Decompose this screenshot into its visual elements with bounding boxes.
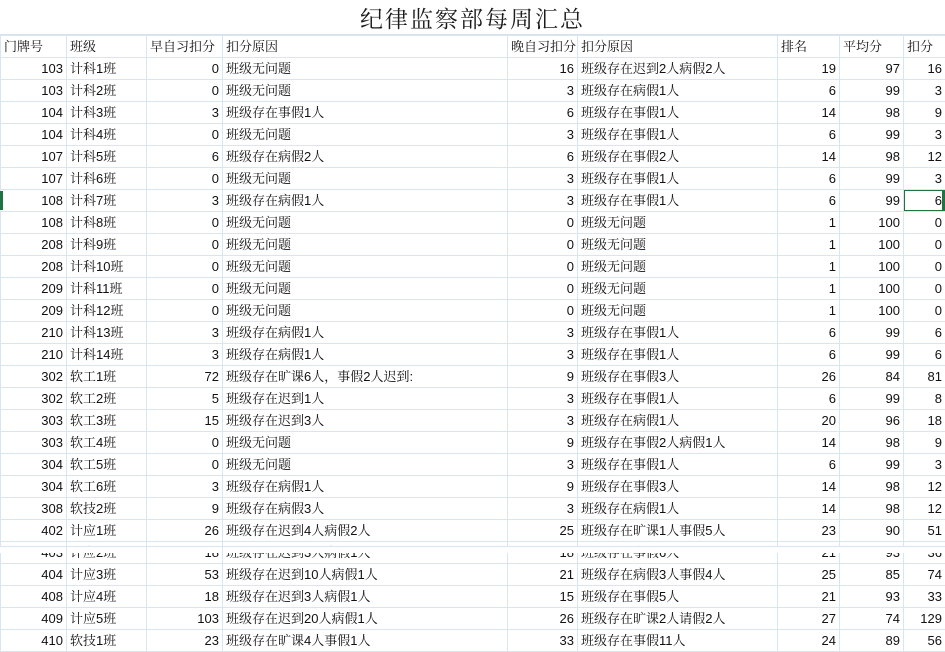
cell-evening-reason[interactable]: 班级存在事假1人 [578, 190, 778, 212]
cell-morning-reason[interactable]: 班级存在迟到20人病假1人 [223, 608, 508, 630]
cell-morning-reason[interactable]: 班级无问题 [223, 432, 508, 454]
cell-class[interactable]: 软技1班 [67, 630, 147, 652]
table-row[interactable] [1, 256, 945, 278]
cell-gate[interactable]: 107 [1, 168, 67, 190]
cell-total-deduction[interactable]: 51 [904, 520, 945, 542]
cell-evening-reason[interactable]: 班级存在旷课1人事假5人 [578, 520, 778, 542]
cell-class[interactable]: 计科11班 [67, 278, 147, 300]
cell-evening-deduction[interactable]: 15 [508, 586, 578, 608]
cell-morning-reason[interactable]: 班级存在迟到4人病假2人 [223, 520, 508, 542]
sheet-title-row [0, 0, 945, 35]
sheet-bottom-edge [0, 546, 945, 553]
cell-total-deduction[interactable]: 8 [904, 388, 945, 410]
cell-average[interactable]: 96 [840, 410, 904, 432]
cell-morning-deduction[interactable]: 0 [147, 80, 223, 102]
table-row[interactable] [1, 212, 945, 234]
cell-class[interactable]: 计科6班 [67, 168, 147, 190]
cell-morning-reason[interactable]: 班级无问题 [223, 212, 508, 234]
table-row[interactable] [1, 278, 945, 300]
cell-total-deduction[interactable]: 33 [904, 586, 945, 608]
cell-rank[interactable]: 24 [778, 630, 840, 652]
table-row[interactable] [1, 146, 945, 168]
cell-morning-reason[interactable]: 班级存在迟到3人病假1人 [223, 586, 508, 608]
cell-rank[interactable]: 1 [778, 234, 840, 256]
cell-gate[interactable]: 410 [1, 630, 67, 652]
cell-morning-reason[interactable]: 班级无问题 [223, 278, 508, 300]
cell-rank[interactable]: 23 [778, 520, 840, 542]
cell-average[interactable]: 99 [840, 344, 904, 366]
cell-evening-reason[interactable]: 班级存在事假2人病假1人 [578, 432, 778, 454]
cell-morning-reason[interactable]: 班级存在迟到1人 [223, 388, 508, 410]
cell-gate[interactable]: 210 [1, 344, 67, 366]
cell-rank[interactable]: 6 [778, 124, 840, 146]
cell-morning-reason[interactable]: 班级存在旷课6人，事假2人迟到: [223, 366, 508, 388]
cell-morning-deduction[interactable]: 53 [147, 564, 223, 586]
column-header-evening-deduction: 晚自习扣分 [508, 36, 578, 58]
cell-morning-deduction[interactable]: 0 [147, 300, 223, 322]
cell-rank[interactable]: 1 [778, 256, 840, 278]
table-row[interactable] [1, 564, 945, 586]
cell-average[interactable]: 100 [840, 212, 904, 234]
cell-total-deduction[interactable]: 0 [904, 278, 945, 300]
cell-evening-deduction[interactable]: 0 [508, 256, 578, 278]
cell-rank[interactable]: 6 [778, 344, 840, 366]
cell-class[interactable]: 计科10班 [67, 256, 147, 278]
cell-morning-reason[interactable]: 班级存在迟到10人病假1人 [223, 564, 508, 586]
cell-morning-deduction[interactable]: 0 [147, 432, 223, 454]
cell-morning-deduction[interactable]: 3 [147, 190, 223, 212]
cell-rank[interactable]: 14 [778, 146, 840, 168]
cell-morning-deduction[interactable]: 26 [147, 520, 223, 542]
cell-class[interactable]: 计科7班 [67, 190, 147, 212]
cell-evening-deduction[interactable]: 3 [508, 322, 578, 344]
cell-gate[interactable]: 308 [1, 498, 67, 520]
cell-morning-reason[interactable]: 班级存在病假1人 [223, 344, 508, 366]
cell-gate[interactable]: 304 [1, 454, 67, 476]
cell-total-deduction[interactable]: 0 [904, 212, 945, 234]
cell-gate[interactable]: 107 [1, 146, 67, 168]
cell-gate[interactable]: 409 [1, 608, 67, 630]
cell-gate[interactable]: 210 [1, 322, 67, 344]
cell-class[interactable]: 计科14班 [67, 344, 147, 366]
cell-class[interactable]: 计科13班 [67, 322, 147, 344]
table-row[interactable] [1, 454, 945, 476]
cell-evening-deduction[interactable]: 0 [508, 300, 578, 322]
cell-morning-reason[interactable]: 班级无问题 [223, 58, 508, 80]
table-row[interactable] [1, 630, 945, 652]
cell-morning-reason[interactable]: 班级存在事假1人 [223, 102, 508, 124]
cell-evening-deduction[interactable]: 3 [508, 388, 578, 410]
cell-gate[interactable]: 208 [1, 256, 67, 278]
cell-evening-reason[interactable]: 班级存在事假2人 [578, 146, 778, 168]
cell-average[interactable]: 99 [840, 168, 904, 190]
cell-total-deduction[interactable]: 3 [904, 80, 945, 102]
cell-evening-deduction[interactable]: 0 [508, 234, 578, 256]
cell-average[interactable]: 90 [840, 520, 904, 542]
cell-total-deduction[interactable]: 0 [904, 256, 945, 278]
cell-gate[interactable]: 302 [1, 366, 67, 388]
cell-gate[interactable]: 209 [1, 300, 67, 322]
cell-evening-reason[interactable]: 班级无问题 [578, 256, 778, 278]
cell-morning-reason[interactable]: 班级无问题 [223, 80, 508, 102]
column-header-morning-deduction: 早自习扣分 [147, 36, 223, 58]
cell-total-deduction[interactable]: 12 [904, 476, 945, 498]
cell-evening-deduction[interactable]: 0 [508, 278, 578, 300]
table-row[interactable] [1, 432, 945, 454]
cell-total-deduction[interactable]: 81 [904, 366, 945, 388]
cell-average[interactable]: 89 [840, 630, 904, 652]
cell-evening-reason[interactable]: 班级无问题 [578, 300, 778, 322]
cell-morning-deduction[interactable]: 15 [147, 410, 223, 432]
cell-total-deduction[interactable]: 9 [904, 432, 945, 454]
cell-rank[interactable]: 14 [778, 432, 840, 454]
cell-total-deduction[interactable]: 18 [904, 410, 945, 432]
cell-morning-deduction[interactable]: 0 [147, 124, 223, 146]
cell-average[interactable]: 100 [840, 278, 904, 300]
table-row[interactable] [1, 586, 945, 608]
cell-evening-reason[interactable]: 班级存在事假1人 [578, 168, 778, 190]
cell-morning-reason[interactable]: 班级存在旷课4人事假1人 [223, 630, 508, 652]
cell-class[interactable]: 计科9班 [67, 234, 147, 256]
cell-morning-deduction[interactable]: 0 [147, 278, 223, 300]
cell-total-deduction[interactable]: 74 [904, 564, 945, 586]
cell-evening-reason[interactable]: 班级存在旷课2人请假2人 [578, 608, 778, 630]
cell-evening-deduction[interactable]: 26 [508, 608, 578, 630]
cell-evening-deduction[interactable]: 3 [508, 344, 578, 366]
cell-evening-deduction[interactable]: 3 [508, 80, 578, 102]
table-row[interactable] [1, 80, 945, 102]
cell-total-deduction[interactable]: 12 [904, 498, 945, 520]
cell-average[interactable]: 84 [840, 366, 904, 388]
cell-evening-deduction[interactable]: 33 [508, 630, 578, 652]
cell-class[interactable]: 计科3班 [67, 102, 147, 124]
cell-average[interactable]: 93 [840, 586, 904, 608]
cell-gate[interactable]: 208 [1, 234, 67, 256]
cell-rank[interactable]: 6 [778, 190, 840, 212]
cell-gate[interactable]: 209 [1, 278, 67, 300]
cell-evening-deduction[interactable]: 9 [508, 432, 578, 454]
cell-evening-reason[interactable]: 班级无问题 [578, 234, 778, 256]
cell-evening-deduction[interactable]: 0 [508, 212, 578, 234]
cell-gate[interactable]: 104 [1, 124, 67, 146]
cell-morning-deduction[interactable]: 0 [147, 168, 223, 190]
table-row[interactable] [1, 300, 945, 322]
cell-total-deduction[interactable]: 16 [904, 58, 945, 80]
cell-morning-deduction[interactable]: 3 [147, 322, 223, 344]
column-header-total-deduction: 扣分 [904, 36, 945, 58]
cell-rank[interactable]: 1 [778, 212, 840, 234]
cell-average[interactable]: 85 [840, 564, 904, 586]
cell-class[interactable]: 软工1班 [67, 366, 147, 388]
cell-average[interactable]: 99 [840, 190, 904, 212]
cell-evening-reason[interactable]: 班级无问题 [578, 278, 778, 300]
cell-class[interactable]: 计科1班 [67, 58, 147, 80]
cell-gate[interactable]: 303 [1, 432, 67, 454]
cell-average[interactable]: 99 [840, 454, 904, 476]
table-row[interactable] [1, 168, 945, 190]
cell-class[interactable]: 计科12班 [67, 300, 147, 322]
cell-evening-reason[interactable]: 班级存在病假1人 [578, 498, 778, 520]
table-row[interactable] [1, 366, 945, 388]
cell-evening-reason[interactable]: 班级存在病假1人 [578, 410, 778, 432]
cell-rank[interactable]: 6 [778, 168, 840, 190]
cell-rank[interactable]: 19 [778, 58, 840, 80]
cell-evening-reason[interactable]: 班级存在事假1人 [578, 344, 778, 366]
cell-average[interactable]: 74 [840, 608, 904, 630]
cell-evening-reason[interactable]: 班级存在事假1人 [578, 102, 778, 124]
cell-evening-deduction[interactable]: 9 [508, 366, 578, 388]
cell-class[interactable]: 软工4班 [67, 432, 147, 454]
cell-total-deduction[interactable]: 56 [904, 630, 945, 652]
cell-evening-reason[interactable]: 班级存在事假5人 [578, 586, 778, 608]
cell-class[interactable]: 软工2班 [67, 388, 147, 410]
cell-class[interactable]: 计科8班 [67, 212, 147, 234]
cell-evening-deduction[interactable]: 9 [508, 476, 578, 498]
cell-average[interactable]: 100 [840, 234, 904, 256]
cell-rank[interactable]: 25 [778, 564, 840, 586]
cell-gate[interactable]: 103 [1, 58, 67, 80]
cell-morning-deduction[interactable]: 0 [147, 256, 223, 278]
cell-rank[interactable]: 27 [778, 608, 840, 630]
table-row[interactable] [1, 322, 945, 344]
cell-gate[interactable]: 303 [1, 410, 67, 432]
cell-rank[interactable]: 14 [778, 102, 840, 124]
cell-average[interactable]: 99 [840, 388, 904, 410]
cell-morning-deduction[interactable]: 0 [147, 454, 223, 476]
cell-evening-reason[interactable]: 班级存在迟到2人病假2人 [578, 58, 778, 80]
cell-average[interactable]: 100 [840, 256, 904, 278]
cell-morning-deduction[interactable]: 6 [147, 146, 223, 168]
cell-class[interactable]: 计应4班 [67, 586, 147, 608]
cell-total-deduction[interactable]: 6 [904, 322, 945, 344]
cell-morning-reason[interactable]: 班级存在病假1人 [223, 322, 508, 344]
cell-gate[interactable]: 304 [1, 476, 67, 498]
cell-gate[interactable]: 103 [1, 80, 67, 102]
column-header-gate: 门牌号 [1, 36, 67, 58]
table-row[interactable] [1, 608, 945, 630]
cell-average[interactable]: 98 [840, 432, 904, 454]
cell-morning-reason[interactable]: 班级无问题 [223, 454, 508, 476]
cell-class[interactable]: 计科2班 [67, 80, 147, 102]
column-header-average: 平均分 [840, 36, 904, 58]
table-row[interactable] [1, 410, 945, 432]
cell-morning-deduction[interactable]: 0 [147, 58, 223, 80]
cell-morning-deduction[interactable]: 5 [147, 388, 223, 410]
cell-rank[interactable]: 26 [778, 366, 840, 388]
cell-gate[interactable]: 104 [1, 102, 67, 124]
cell-rank[interactable]: 1 [778, 300, 840, 322]
table-body [1, 58, 945, 652]
cell-average[interactable]: 97 [840, 58, 904, 80]
cell-morning-reason[interactable]: 班级存在病假3人 [223, 498, 508, 520]
cell-morning-reason[interactable]: 班级存在病假2人 [223, 146, 508, 168]
cell-evening-deduction[interactable]: 3 [508, 168, 578, 190]
cell-morning-reason[interactable]: 班级存在病假1人 [223, 190, 508, 212]
cell-rank[interactable]: 6 [778, 322, 840, 344]
cell-total-deduction[interactable]: 12 [904, 146, 945, 168]
cell-total-deduction[interactable]: 3 [904, 168, 945, 190]
cell-gate[interactable]: 404 [1, 564, 67, 586]
page-title: 纪律监察部每周汇总 [360, 1, 585, 34]
cell-rank[interactable]: 6 [778, 388, 840, 410]
cell-total-deduction[interactable]: 9 [904, 102, 945, 124]
cell-gate[interactable]: 408 [1, 586, 67, 608]
table-header-row [1, 36, 945, 58]
cell-total-deduction[interactable]: 3 [904, 124, 945, 146]
column-header-rank: 排名 [778, 36, 840, 58]
cell-class[interactable]: 计应3班 [67, 564, 147, 586]
table-row[interactable] [1, 234, 945, 256]
table-row[interactable] [1, 498, 945, 520]
cell-morning-reason[interactable]: 班级无问题 [223, 300, 508, 322]
cell-morning-reason[interactable]: 班级存在迟到3人 [223, 410, 508, 432]
cell-evening-deduction[interactable]: 21 [508, 564, 578, 586]
cell-total-deduction[interactable]: 6 [904, 190, 945, 212]
cell-total-deduction[interactable]: 3 [904, 454, 945, 476]
cell-morning-deduction[interactable]: 9 [147, 498, 223, 520]
cell-evening-reason[interactable]: 班级存在事假1人 [578, 322, 778, 344]
cell-morning-deduction[interactable]: 103 [147, 608, 223, 630]
cell-evening-deduction[interactable]: 16 [508, 58, 578, 80]
cell-average[interactable]: 99 [840, 124, 904, 146]
cell-evening-deduction[interactable]: 3 [508, 124, 578, 146]
cell-evening-deduction[interactable]: 3 [508, 454, 578, 476]
column-header-evening-reason: 扣分原因 [578, 36, 778, 58]
cell-total-deduction[interactable]: 129 [904, 608, 945, 630]
cell-evening-deduction[interactable]: 3 [508, 498, 578, 520]
table-row[interactable] [1, 388, 945, 410]
cell-rank[interactable]: 6 [778, 454, 840, 476]
cell-class[interactable]: 软工6班 [67, 476, 147, 498]
cell-evening-deduction[interactable]: 25 [508, 520, 578, 542]
column-header-morning-reason: 扣分原因 [223, 36, 508, 58]
cell-morning-deduction[interactable]: 3 [147, 344, 223, 366]
cell-morning-deduction[interactable]: 0 [147, 212, 223, 234]
cell-average[interactable]: 99 [840, 322, 904, 344]
cell-evening-deduction[interactable]: 3 [508, 190, 578, 212]
table-row[interactable] [1, 102, 945, 124]
table-row[interactable] [1, 344, 945, 366]
cell-evening-reason[interactable]: 班级存在事假1人 [578, 388, 778, 410]
cell-gate[interactable]: 302 [1, 388, 67, 410]
cell-morning-deduction[interactable]: 72 [147, 366, 223, 388]
cell-average[interactable]: 98 [840, 498, 904, 520]
cell-gate[interactable]: 108 [1, 212, 67, 234]
table-row[interactable] [1, 124, 945, 146]
cell-morning-deduction[interactable]: 0 [147, 234, 223, 256]
cell-gate[interactable]: 402 [1, 520, 67, 542]
table-row[interactable] [1, 190, 945, 212]
summary-table [0, 35, 945, 652]
cell-rank[interactable]: 1 [778, 278, 840, 300]
cell-class[interactable]: 软技2班 [67, 498, 147, 520]
cell-evening-reason[interactable]: 班级存在事假11人 [578, 630, 778, 652]
cell-rank[interactable]: 20 [778, 410, 840, 432]
cell-total-deduction[interactable]: 0 [904, 234, 945, 256]
cell-morning-deduction[interactable]: 3 [147, 102, 223, 124]
cell-evening-deduction[interactable]: 6 [508, 102, 578, 124]
table-row[interactable] [1, 520, 945, 542]
cell-evening-reason[interactable]: 班级无问题 [578, 212, 778, 234]
cell-average[interactable]: 98 [840, 102, 904, 124]
cell-morning-reason[interactable]: 班级无问题 [223, 256, 508, 278]
cell-class[interactable]: 计应1班 [67, 520, 147, 542]
cell-evening-reason[interactable]: 班级存在事假1人 [578, 454, 778, 476]
cell-class[interactable]: 计科5班 [67, 146, 147, 168]
cell-rank[interactable]: 21 [778, 586, 840, 608]
cell-average[interactable]: 98 [840, 146, 904, 168]
cell-morning-deduction[interactable]: 23 [147, 630, 223, 652]
cell-evening-reason[interactable]: 班级存在事假1人 [578, 124, 778, 146]
cell-class[interactable]: 软工5班 [67, 454, 147, 476]
cell-class[interactable]: 计科4班 [67, 124, 147, 146]
cell-total-deduction[interactable]: 0 [904, 300, 945, 322]
cell-rank[interactable]: 14 [778, 498, 840, 520]
cell-rank[interactable]: 6 [778, 80, 840, 102]
cell-morning-deduction[interactable]: 18 [147, 586, 223, 608]
cell-morning-reason[interactable]: 班级无问题 [223, 124, 508, 146]
cell-evening-reason[interactable]: 班级存在病假1人 [578, 80, 778, 102]
selection-marker-left [0, 191, 3, 210]
cell-evening-deduction[interactable]: 6 [508, 146, 578, 168]
table-row[interactable] [1, 476, 945, 498]
cell-total-deduction[interactable]: 6 [904, 344, 945, 366]
cell-rank[interactable]: 14 [778, 476, 840, 498]
cell-morning-reason[interactable]: 班级无问题 [223, 234, 508, 256]
cell-evening-reason[interactable]: 班级存在病假3人事假4人 [578, 564, 778, 586]
cell-evening-deduction[interactable]: 3 [508, 410, 578, 432]
cell-gate[interactable]: 108 [1, 190, 67, 212]
cell-evening-reason[interactable]: 班级存在事假3人 [578, 476, 778, 498]
column-header-class: 班级 [67, 36, 147, 58]
cell-evening-reason[interactable]: 班级存在事假3人 [578, 366, 778, 388]
cell-morning-reason[interactable]: 班级存在病假1人 [223, 476, 508, 498]
cell-class[interactable]: 计应5班 [67, 608, 147, 630]
cell-class[interactable]: 软工3班 [67, 410, 147, 432]
cell-average[interactable]: 98 [840, 476, 904, 498]
cell-average[interactable]: 100 [840, 300, 904, 322]
table-row[interactable] [1, 58, 945, 80]
cell-morning-deduction[interactable]: 3 [147, 476, 223, 498]
cell-morning-reason[interactable]: 班级无问题 [223, 168, 508, 190]
cell-average[interactable]: 99 [840, 80, 904, 102]
